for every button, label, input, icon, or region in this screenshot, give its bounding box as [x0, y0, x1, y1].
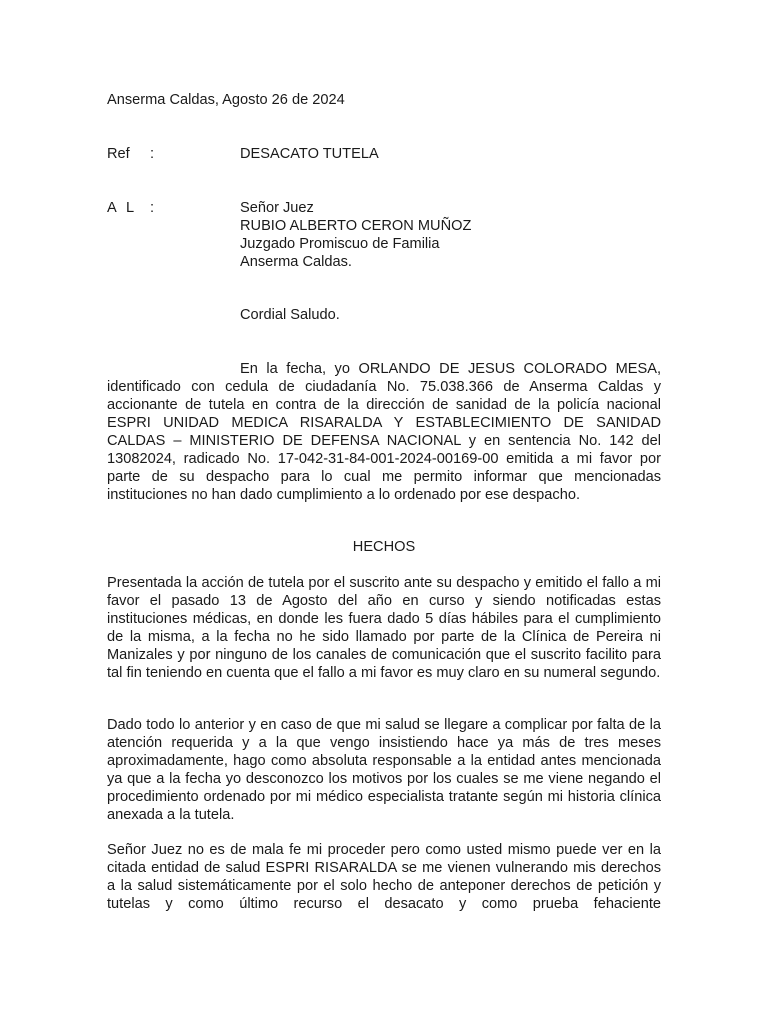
- recipient-city: Anserma Caldas.: [240, 254, 352, 270]
- intro-paragraph: [107, 360, 661, 504]
- facts-paragraph-1: Presentada la acción de tutela por el suscrito ante su despacho y emitido el fallo a mi favor el pasado 13 de Agosto del año en curso y siendo notificadas estas instituciones médicas, en donde les fuera dado 5 días hábiles para el cumplimiento de la misma, a la fecha no he sido llamado por parte de la Clínica de Pereira ni Manizales y por ninguno de los canales de comunicación que el suscrito facilito para tal fin teniendo en cuenta que el fallo a mi favor es muy claro en su numeral segundo.: [107, 575, 661, 681]
- ref-colon: :: [150, 146, 155, 162]
- section-heading: HECHOS: [352, 539, 416, 555]
- ref-label: Ref: [107, 146, 130, 162]
- facts-paragraph-3: Señor Juez no es de mala fe mi proceder pero como usted mismo puede ver en la citada entidad de salud ESPRI RISARALDA se me vienen vulnerando mis derechos a la salud sistemáticamente por el solo hecho de anteponer derechos de petición y tutelas y como último recurso el desacato y como prueba fehaciente: [107, 842, 661, 912]
- place-date: Anserma Caldas, Agosto 26 de 2024: [107, 92, 345, 108]
- recipient-court: Juzgado Promiscuo de Familia: [240, 236, 440, 252]
- intro-paragraph-text: En la fecha, yo ORLANDO DE JESUS COLORADO MESA, identificado con cedula de ciudadanía No. 75.038.366 de Anserma Caldas y accionante de tutela en contra de la dirección de sanidad de la policía nacional ESPRI UNIDAD MEDICA RISARALDA Y ESTABLECIMIENTO DE SANIDAD CALDAS – MINISTERIO DE DEFENSA NACIONAL y en sentencia No. 142 del 13082024, radicado No. 17-042-31-84-001-2024-00169-00 emitida a mi favor por parte de su despacho para lo cual me permito informar que mencionadas instituciones no han dado cumplimiento a lo ordenado por ese despacho.: [107, 361, 661, 503]
- to-label: A L: [107, 200, 138, 216]
- recipient-name: RUBIO ALBERTO CERON MUÑOZ: [240, 218, 472, 234]
- to-colon: :: [150, 200, 155, 216]
- greeting: Cordial Saludo.: [240, 307, 340, 323]
- facts-paragraph-2: Dado todo lo anterior y en caso de que mi salud se llegare a complicar por falta de la atención requerida y a la que vengo insistiendo hace ya más de tres meses aproximadamente, hago como absoluta responsable a la entidad antes mencionada ya que a la fecha yo desconozco los motivos por los cuales se me viene negando el procedimiento ordenado por mi médico especialista tratante según mi historia clínica anexada a la tutela.: [107, 717, 661, 823]
- recipient-title: Señor Juez: [240, 200, 314, 216]
- ref-value: DESACATO TUTELA: [240, 146, 379, 162]
